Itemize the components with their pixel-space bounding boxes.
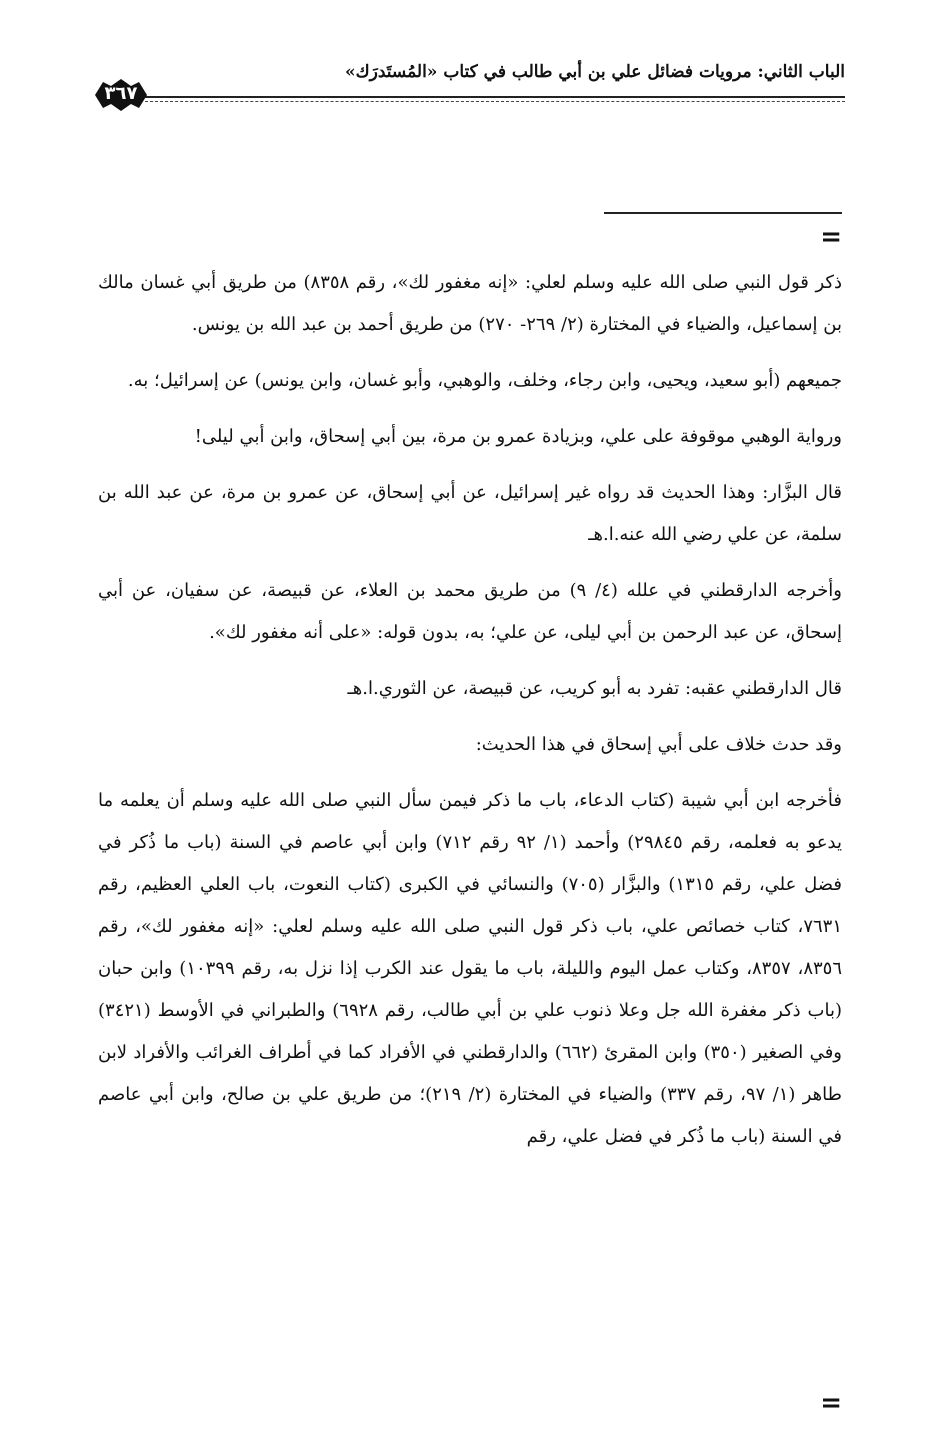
continuation-mark-top: =	[820, 222, 842, 252]
page-number-badge	[91, 76, 151, 114]
header-dashed-rule	[145, 101, 845, 102]
paragraph: جميعهم (أبو سعيد، ويحيى، وابن رجاء، وخلف، والوهبي، وأبو غسان، وابن يونس) عن إسرائيل؛ به.	[127, 370, 842, 391]
paragraph: وأخرجه الدارقطني في علله (٤/ ٩) من طريق محمد بن العلاء، عن قبيصة، عن سفيان، عن أبي إسحاق، عن عبد الرحمن بن أبي ليلى، عن علي؛ به، بدون قوله: «على أنه مغفور لك».	[98, 580, 842, 643]
paragraph: فأخرجه ابن أبي شيبة (كتاب الدعاء، باب ما ذكر فيمن سأل النبي صلى الله عليه وسلم أن يعلمه ما يدعو به فعلمه، رقم ٢٩٨٤٥) وأحمد (١/ ٩٢ رقم ٧١٢) وابن أبي عاصم في السنة (باب ما ذُكر في فضل علي، رقم ١٣١٥) والبزَّار (٧٠٥) والنسائي في الكبرى (كتاب النعوت، باب العلي العظيم، رقم ٧٦٣١، كتاب خصائص علي، باب ذكر قول النبي صلى الله عليه وسلم لعلي: «إنه مغفور لك»، رقم ٨٣٥٦، ٨٣٥٧، وكتاب عمل اليوم والليلة، باب ما يقول عند الكرب إذا نزل به، رقم ١٠٣٩٩) وابن حبان (باب ذكر مغفرة الله جل وعلا ذنوب علي بن أبي طالب، رقم ٦٩٢٨) والطبراني في الأوسط (٣٤٢١) وفي الصغير (٣٥٠) وابن المقرئ (٦٦٢) والدارقطني في الأفراد كما في أطراف الغرائب والأفراد لابن طاهر (١/ ٩٧، رقم ٣٣٧) والضياء في المختارة (٢/ ٢١٩)؛ من طريق علي بن صالح، وابن أبي عاصم في السنة (باب ما ذُكر في فضل علي، رقم	[98, 790, 842, 1147]
continuation-mark-bottom: =	[820, 1388, 842, 1418]
paragraph: ذكر قول النبي صلى الله عليه وسلم لعلي: «إنه مغفور لك»، رقم ٨٣٥٨) من طريق أبي غسان مالك بن إسماعيل، والضياء في المختارة (٢/ ٢٦٩- ٢٧٠) من طريق أحمد بن عبد الله بن يونس.	[98, 272, 842, 335]
footnote-separator	[604, 212, 842, 214]
paragraph: ورواية الوهبي موقوفة على علي، وبزيادة عمرو بن مرة، بين أبي إسحاق، وابن أبي ليلى!	[194, 426, 842, 447]
running-header	[95, 62, 845, 102]
header-rule	[145, 96, 845, 98]
paragraph: قال البزَّار: وهذا الحديث قد رواه غير إسرائيل، عن أبي إسحاق، عن عمرو بن مرة، عن عبد الله بن سلمة، عن علي رضي الله عنه.ا.هـ	[98, 482, 842, 545]
chapter-title: الباب الثاني: مرويات فضائل علي بن أبي طالب في كتاب «المُستَدرَك»	[345, 62, 845, 82]
page-number: ٣٦٧	[104, 83, 138, 104]
paragraph: وقد حدث خلاف على أبي إسحاق في هذا الحديث:	[475, 734, 842, 755]
paragraph: قال الدارقطني عقبه: تفرد به أبو كريب، عن قبيصة، عن الثوري.ا.هـ	[347, 678, 842, 699]
footnote-body	[98, 262, 842, 1158]
